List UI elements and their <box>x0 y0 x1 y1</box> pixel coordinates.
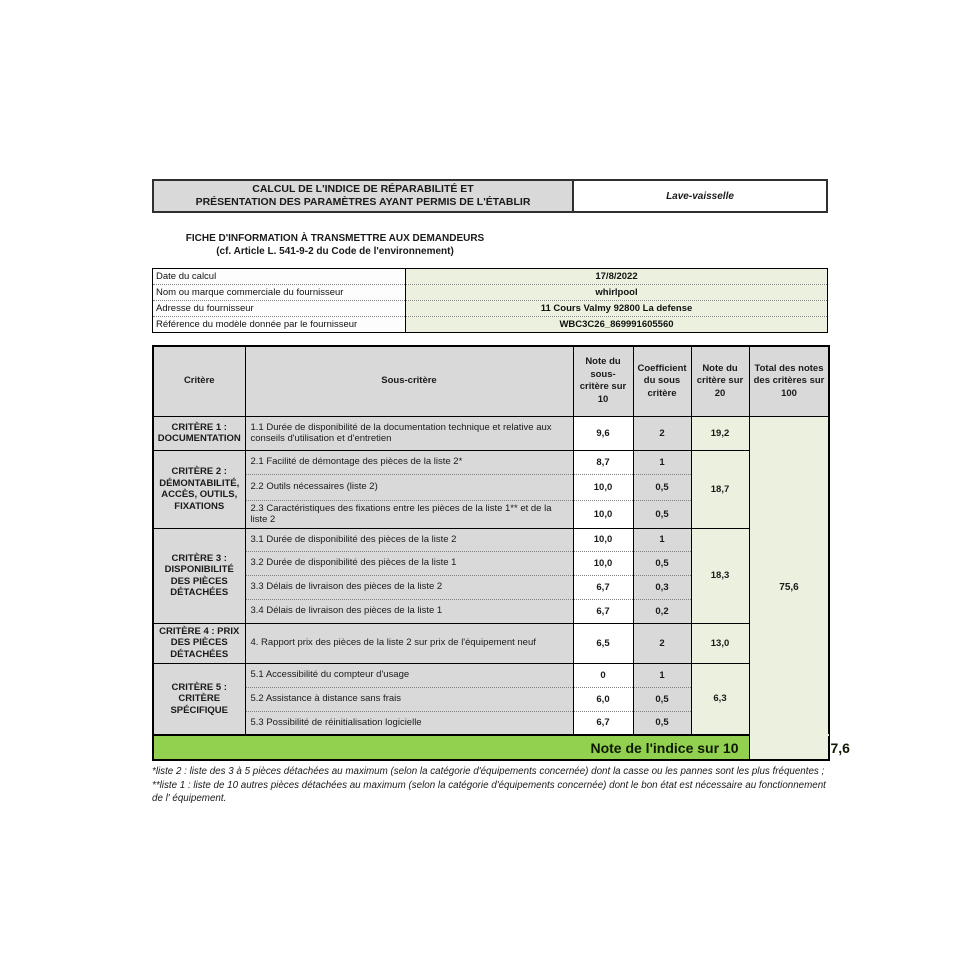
info-label: Nom ou marque commerciale du fournisseur <box>153 285 406 301</box>
coefficient-cell: 0,5 <box>633 687 691 711</box>
note-cell: 0 <box>573 663 633 687</box>
column-header-note-critere: Note du critère sur 20 <box>691 346 749 416</box>
column-header-total: Total des notes des critères sur 100 <box>749 346 829 416</box>
info-row <box>153 269 828 285</box>
criterion-score-cell: 18,3 <box>691 528 749 623</box>
column-header-critere: Critère <box>153 346 245 416</box>
coefficient-cell: 0,5 <box>633 500 691 528</box>
subcriterion-cell: 1.1 Durée de disponibilité de la documentation technique et relative aux conseils d'utilisation et d'entretien <box>245 416 573 450</box>
note-cell: 6,7 <box>573 599 633 623</box>
footnotes <box>152 765 828 806</box>
subcriterion-cell: 3.4 Délais de livraison des pièces de la liste 1 <box>245 599 573 623</box>
info-label: Référence du modèle donnée par le fournisseur <box>153 317 406 333</box>
column-header-note-sous-critere: Note du sous-critère sur 10 <box>573 346 633 416</box>
criterion-score-cell: 19,2 <box>691 416 749 450</box>
subcriterion-cell: 2.1 Facilité de démontage des pièces de la liste 2* <box>245 450 573 474</box>
subcriterion-cell: 5.2 Assistance à distance sans frais <box>245 687 573 711</box>
subcriterion-cell: 4. Rapport prix des pièces de la liste 2 sur prix de l'équipement neuf <box>245 623 573 663</box>
subcriterion-cell: 2.3 Caractéristiques des fixations entre les pièces de la liste 1** et de la liste 2 <box>245 500 573 528</box>
info-value: whirlpool <box>406 285 828 301</box>
coefficient-cell: 0,5 <box>633 474 691 500</box>
footnote-line-1: *liste 2 : liste des 3 à 5 pièces détachées au maximum (selon la catégorie d'équipements concernée) dont la casse ou les pannes sont les plus fréquentes ; <box>152 766 825 777</box>
criterion-score-cell: 13,0 <box>691 623 749 663</box>
info-value: 11 Cours Valmy 92800 La defense <box>406 301 828 317</box>
document-subtitle <box>152 232 518 258</box>
info-label: Date du calcul <box>153 269 406 285</box>
note-cell: 10,0 <box>573 528 633 551</box>
document-title <box>154 181 574 211</box>
subcriterion-cell: 5.1 Accessibilité du compteur d'usage <box>245 663 573 687</box>
note-cell: 9,6 <box>573 416 633 450</box>
note-cell: 6,7 <box>573 711 633 735</box>
note-cell: 6,0 <box>573 687 633 711</box>
note-cell: 6,5 <box>573 623 633 663</box>
coefficient-cell: 0,2 <box>633 599 691 623</box>
info-value: 17/8/2022 <box>406 269 828 285</box>
info-row <box>153 317 828 333</box>
table-row <box>153 623 829 663</box>
note-cell: 10,0 <box>573 551 633 575</box>
coefficient-cell: 2 <box>633 623 691 663</box>
note-cell: 8,7 <box>573 450 633 474</box>
coefficient-cell: 2 <box>633 416 691 450</box>
criterion-cell: CRITÈRE 2 : DÉMONTABILITÉ, ACCÈS, OUTILS, FIXATIONS <box>153 450 245 528</box>
info-value: WBC3C26_869991605560 <box>406 317 828 333</box>
coefficient-cell: 0,5 <box>633 551 691 575</box>
info-row <box>153 301 828 317</box>
criterion-score-cell: 6,3 <box>691 663 749 735</box>
document-header <box>152 179 828 213</box>
note-cell: 6,7 <box>573 575 633 599</box>
criteria-table <box>152 345 850 761</box>
index-score-label: Note de l'indice sur 10 <box>153 735 749 760</box>
coefficient-cell: 1 <box>633 450 691 474</box>
criterion-cell: CRITÈRE 5 : CRITÈRE SPÉCIFIQUE <box>153 663 245 735</box>
column-header-sous-critere: Sous-critère <box>245 346 573 416</box>
column-header-coefficient: Coefficient du sous critère <box>633 346 691 416</box>
supplier-info-table <box>152 268 828 333</box>
info-label: Adresse du fournisseur <box>153 301 406 317</box>
coefficient-cell: 1 <box>633 528 691 551</box>
subtitle-line2: (cf. Article L. 541-9-2 du Code de l'environnement) <box>216 246 454 257</box>
footnote-line-2: **liste 1 : liste de 10 autres pièces détachées au maximum (selon la catégorie d'équipements concernée) dont le bon état est nécessaire au fonctionnement de l' équipement. <box>152 779 826 804</box>
subcriterion-cell: 3.1 Durée de disponibilité des pièces de la liste 2 <box>245 528 573 551</box>
note-cell: 10,0 <box>573 500 633 528</box>
index-score-row: Note de l'indice sur 10 7,6 <box>153 735 829 760</box>
subtitle-line1: FICHE D'INFORMATION À TRANSMETTRE AUX DEMANDEURS <box>185 233 485 244</box>
document-title-line2: PRÉSENTATION DES PARAMÈTRES AYANT PERMIS DE L'ÉTABLIR <box>195 196 531 208</box>
coefficient-cell: 0,3 <box>633 575 691 599</box>
criterion-cell: CRITÈRE 4 : PRIX DES PIÈCES DÉTACHÉES <box>153 623 245 663</box>
table-row <box>153 528 829 551</box>
coefficient-cell: 0,5 <box>633 711 691 735</box>
total-score-cell: 75,6 <box>749 416 829 760</box>
table-row <box>153 416 829 450</box>
table-row <box>153 663 829 687</box>
criterion-cell: CRITÈRE 1 : DOCUMENTATION <box>153 416 245 450</box>
info-row <box>153 285 828 301</box>
note-cell: 10,0 <box>573 474 633 500</box>
subcriterion-cell: 3.2 Durée de disponibilité des pièces de la liste 1 <box>245 551 573 575</box>
table-row <box>153 450 829 474</box>
criterion-score-cell: 18,7 <box>691 450 749 528</box>
repairability-sheet <box>152 179 850 806</box>
criterion-cell: CRITÈRE 3 : DISPONIBILITÉ DES PIÈCES DÉTACHÉES <box>153 528 245 623</box>
subcriterion-cell: 2.2 Outils nécessaires (liste 2) <box>245 474 573 500</box>
product-category: Lave-vaisselle <box>666 190 734 202</box>
document-title-line1: CALCUL DE L'INDICE DE RÉPARABILITÉ ET <box>252 183 474 195</box>
coefficient-cell: 1 <box>633 663 691 687</box>
criteria-table-header-row <box>153 346 829 416</box>
subcriterion-cell: 5.3 Possibilité de réinitialisation logicielle <box>245 711 573 735</box>
subcriterion-cell: 3.3 Délais de livraison des pièces de la liste 2 <box>245 575 573 599</box>
